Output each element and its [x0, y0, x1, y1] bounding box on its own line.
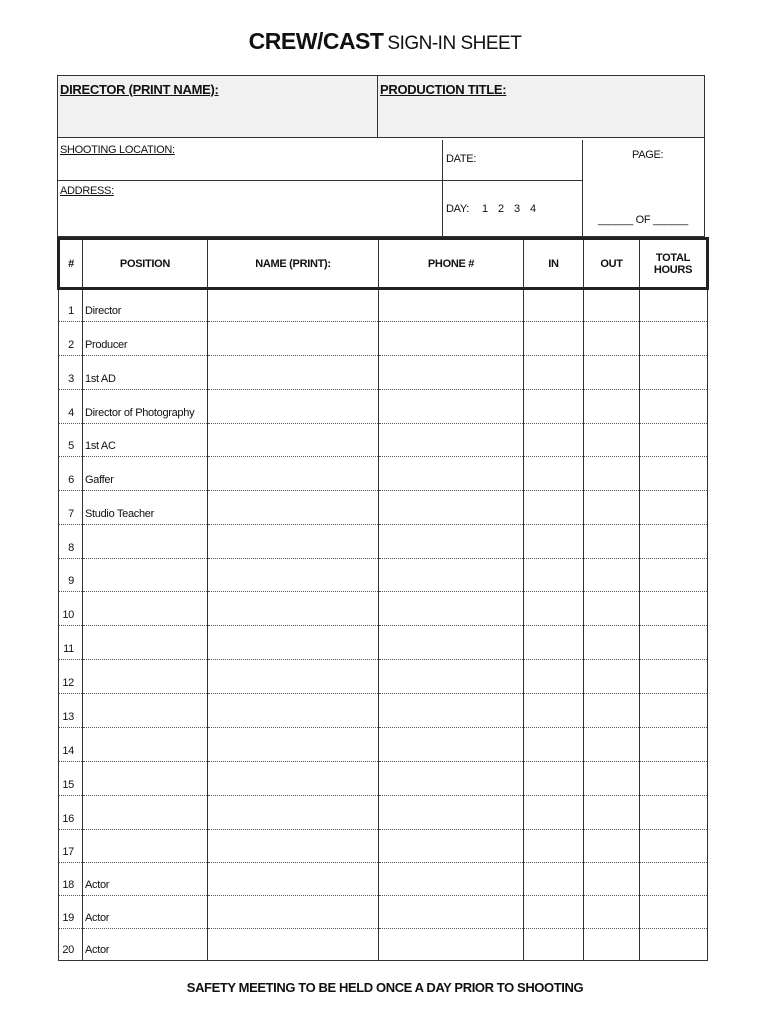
- phone-cell[interactable]: [379, 660, 524, 694]
- row-number: 1: [59, 289, 83, 322]
- table-row: [59, 626, 708, 660]
- row-number: 4: [59, 390, 83, 424]
- position-cell: 1st AD: [83, 356, 208, 390]
- total-hours-cell[interactable]: [640, 762, 708, 796]
- total-hours-cell[interactable]: [640, 796, 708, 830]
- in-cell[interactable]: [524, 694, 584, 728]
- total-hours-cell[interactable]: [640, 830, 708, 863]
- row-number: 20: [59, 929, 83, 961]
- in-cell[interactable]: [524, 289, 584, 322]
- name-cell[interactable]: [208, 694, 379, 728]
- name-cell[interactable]: [208, 491, 379, 525]
- position-cell: [83, 830, 208, 863]
- position-cell: Actor: [83, 863, 208, 896]
- row-number: 16: [59, 796, 83, 830]
- row-number: 18: [59, 863, 83, 896]
- name-cell[interactable]: [208, 896, 379, 929]
- header-details-box: [57, 138, 705, 237]
- in-cell[interactable]: [524, 592, 584, 626]
- row-number: 2: [59, 322, 83, 356]
- position-cell: Director: [83, 289, 208, 322]
- position-cell: 1st AC: [83, 424, 208, 457]
- col-header-phone: PHONE #: [379, 239, 524, 289]
- out-cell[interactable]: [584, 322, 640, 356]
- row-number: 8: [59, 525, 83, 559]
- phone-cell[interactable]: [379, 694, 524, 728]
- name-cell[interactable]: [208, 289, 379, 322]
- table-row: [59, 929, 708, 961]
- name-cell[interactable]: [208, 626, 379, 660]
- table-row: [59, 728, 708, 762]
- total-hours-cell[interactable]: [640, 289, 708, 322]
- total-hours-cell[interactable]: [640, 525, 708, 559]
- position-cell: [83, 796, 208, 830]
- in-cell[interactable]: [524, 626, 584, 660]
- out-cell[interactable]: [584, 728, 640, 762]
- table-header-row: [59, 239, 708, 289]
- table-row: [59, 491, 708, 525]
- position-cell: Gaffer: [83, 457, 208, 491]
- name-cell[interactable]: [208, 424, 379, 457]
- position-cell: [83, 694, 208, 728]
- name-cell[interactable]: [208, 559, 379, 592]
- table-row: [59, 457, 708, 491]
- day-option-1: 1: [482, 203, 488, 215]
- details-divider-h: [58, 180, 583, 181]
- title-regular: SIGN-IN SHEET: [387, 33, 522, 54]
- total-hours-cell[interactable]: [640, 728, 708, 762]
- position-cell: [83, 728, 208, 762]
- out-cell[interactable]: [584, 660, 640, 694]
- out-cell[interactable]: [584, 929, 640, 961]
- phone-cell[interactable]: [379, 863, 524, 896]
- page-title: [0, 28, 770, 55]
- out-cell[interactable]: [584, 491, 640, 525]
- in-cell[interactable]: [524, 728, 584, 762]
- row-number: 7: [59, 491, 83, 525]
- phone-cell[interactable]: [379, 830, 524, 863]
- row-number: 6: [59, 457, 83, 491]
- page-of-field: ______ OF ______: [598, 214, 688, 226]
- name-cell[interactable]: [208, 525, 379, 559]
- total-hours-cell[interactable]: [640, 457, 708, 491]
- in-cell[interactable]: [524, 762, 584, 796]
- phone-cell[interactable]: [379, 322, 524, 356]
- shooting-location-label: SHOOTING LOCATION:: [60, 144, 175, 156]
- position-cell: [83, 592, 208, 626]
- position-cell: [83, 626, 208, 660]
- phone-cell[interactable]: [379, 457, 524, 491]
- header-divider: [377, 76, 378, 137]
- in-cell[interactable]: [524, 457, 584, 491]
- total-hours-cell[interactable]: [640, 660, 708, 694]
- out-cell[interactable]: [584, 525, 640, 559]
- day-option-2: 2: [498, 203, 504, 215]
- address-label: ADDRESS:: [60, 185, 114, 197]
- col-header-number: #: [59, 239, 83, 289]
- table-row: [59, 322, 708, 356]
- table-row: [59, 694, 708, 728]
- in-cell[interactable]: [524, 525, 584, 559]
- col-header-out: OUT: [584, 239, 640, 289]
- phone-cell[interactable]: [379, 559, 524, 592]
- name-cell[interactable]: [208, 728, 379, 762]
- row-number: 11: [59, 626, 83, 660]
- col-header-name: NAME (PRINT):: [208, 239, 379, 289]
- phone-cell[interactable]: [379, 762, 524, 796]
- phone-cell[interactable]: [379, 356, 524, 390]
- in-cell[interactable]: [524, 424, 584, 457]
- phone-cell[interactable]: [379, 728, 524, 762]
- out-cell[interactable]: [584, 762, 640, 796]
- name-cell[interactable]: [208, 390, 379, 424]
- phone-cell[interactable]: [379, 289, 524, 322]
- table-row: [59, 796, 708, 830]
- row-number: 3: [59, 356, 83, 390]
- row-number: 5: [59, 424, 83, 457]
- table-row: [59, 660, 708, 694]
- position-cell: Actor: [83, 929, 208, 961]
- table-row: [59, 830, 708, 863]
- table-row: [59, 390, 708, 424]
- table-row: [59, 762, 708, 796]
- row-number: 15: [59, 762, 83, 796]
- out-cell[interactable]: [584, 559, 640, 592]
- header-top-box: [57, 75, 705, 138]
- name-cell[interactable]: [208, 356, 379, 390]
- sign-in-table: [57, 237, 709, 961]
- total-hours-cell[interactable]: [640, 626, 708, 660]
- name-cell[interactable]: [208, 592, 379, 626]
- director-label: DIRECTOR (PRINT NAME):: [60, 82, 219, 97]
- row-number: 12: [59, 660, 83, 694]
- out-cell[interactable]: [584, 289, 640, 322]
- out-cell[interactable]: [584, 457, 640, 491]
- in-cell[interactable]: [524, 830, 584, 863]
- out-cell[interactable]: [584, 626, 640, 660]
- out-cell[interactable]: [584, 796, 640, 830]
- phone-cell[interactable]: [379, 390, 524, 424]
- phone-cell[interactable]: [379, 592, 524, 626]
- position-cell: Actor: [83, 896, 208, 929]
- total-hours-cell[interactable]: [640, 356, 708, 390]
- table-row: [59, 863, 708, 896]
- page-label: PAGE:: [632, 149, 664, 161]
- phone-cell[interactable]: [379, 491, 524, 525]
- col-header-in: IN: [524, 239, 584, 289]
- name-cell[interactable]: [208, 322, 379, 356]
- day-option-4: 4: [530, 203, 536, 215]
- day-option-3: 3: [514, 203, 520, 215]
- position-cell: [83, 559, 208, 592]
- col-header-position: POSITION: [83, 239, 208, 289]
- phone-cell[interactable]: [379, 929, 524, 961]
- name-cell[interactable]: [208, 830, 379, 863]
- in-cell[interactable]: [524, 796, 584, 830]
- phone-cell[interactable]: [379, 796, 524, 830]
- out-cell[interactable]: [584, 863, 640, 896]
- name-cell[interactable]: [208, 457, 379, 491]
- total-hours-cell[interactable]: [640, 559, 708, 592]
- row-number: 9: [59, 559, 83, 592]
- total-hours-cell[interactable]: [640, 863, 708, 896]
- in-cell[interactable]: [524, 660, 584, 694]
- in-cell[interactable]: [524, 390, 584, 424]
- total-hours-cell[interactable]: [640, 592, 708, 626]
- phone-cell[interactable]: [379, 424, 524, 457]
- details-divider-2: [582, 140, 583, 236]
- position-cell: Producer: [83, 322, 208, 356]
- table-row: [59, 424, 708, 457]
- in-cell[interactable]: [524, 491, 584, 525]
- name-cell[interactable]: [208, 660, 379, 694]
- details-divider-1: [442, 140, 443, 236]
- safety-note: SAFETY MEETING TO BE HELD ONCE A DAY PRIOR TO SHOOTING: [186, 980, 584, 995]
- position-cell: [83, 525, 208, 559]
- table-row: [59, 525, 708, 559]
- position-cell: [83, 660, 208, 694]
- row-number: 13: [59, 694, 83, 728]
- day-label: DAY:: [446, 203, 470, 215]
- name-cell[interactable]: [208, 762, 379, 796]
- table-row: [59, 289, 708, 322]
- col-header-total-hours: TOTAL HOURS: [640, 239, 708, 289]
- phone-cell[interactable]: [379, 525, 524, 559]
- in-cell[interactable]: [524, 896, 584, 929]
- date-label: DATE:: [446, 153, 477, 165]
- in-cell[interactable]: [524, 356, 584, 390]
- table-row: [59, 356, 708, 390]
- total-hours-cell[interactable]: [640, 491, 708, 525]
- phone-cell[interactable]: [379, 896, 524, 929]
- title-bold: CREW/CAST: [248, 28, 384, 54]
- row-number: 19: [59, 896, 83, 929]
- name-cell[interactable]: [208, 863, 379, 896]
- total-hours-cell[interactable]: [640, 929, 708, 961]
- total-hours-cell[interactable]: [640, 322, 708, 356]
- name-cell[interactable]: [208, 929, 379, 961]
- out-cell[interactable]: [584, 592, 640, 626]
- in-cell[interactable]: [524, 322, 584, 356]
- table-row: [59, 896, 708, 929]
- out-cell[interactable]: [584, 390, 640, 424]
- in-cell[interactable]: [524, 929, 584, 961]
- out-cell[interactable]: [584, 896, 640, 929]
- phone-cell[interactable]: [379, 626, 524, 660]
- total-hours-cell[interactable]: [640, 424, 708, 457]
- table-row: [59, 559, 708, 592]
- production-title-label: PRODUCTION TITLE:: [380, 82, 507, 97]
- row-number: 17: [59, 830, 83, 863]
- position-cell: Director of Photography: [83, 390, 208, 424]
- total-hours-cell[interactable]: [640, 896, 708, 929]
- total-hours-cell[interactable]: [640, 390, 708, 424]
- position-cell: Studio Teacher: [83, 491, 208, 525]
- in-cell[interactable]: [524, 863, 584, 896]
- table-row: [59, 592, 708, 626]
- row-number: 10: [59, 592, 83, 626]
- total-hours-cell[interactable]: [640, 694, 708, 728]
- position-cell: [83, 762, 208, 796]
- name-cell[interactable]: [208, 796, 379, 830]
- out-cell[interactable]: [584, 424, 640, 457]
- out-cell[interactable]: [584, 694, 640, 728]
- out-cell[interactable]: [584, 830, 640, 863]
- row-number: 14: [59, 728, 83, 762]
- in-cell[interactable]: [524, 559, 584, 592]
- out-cell[interactable]: [584, 356, 640, 390]
